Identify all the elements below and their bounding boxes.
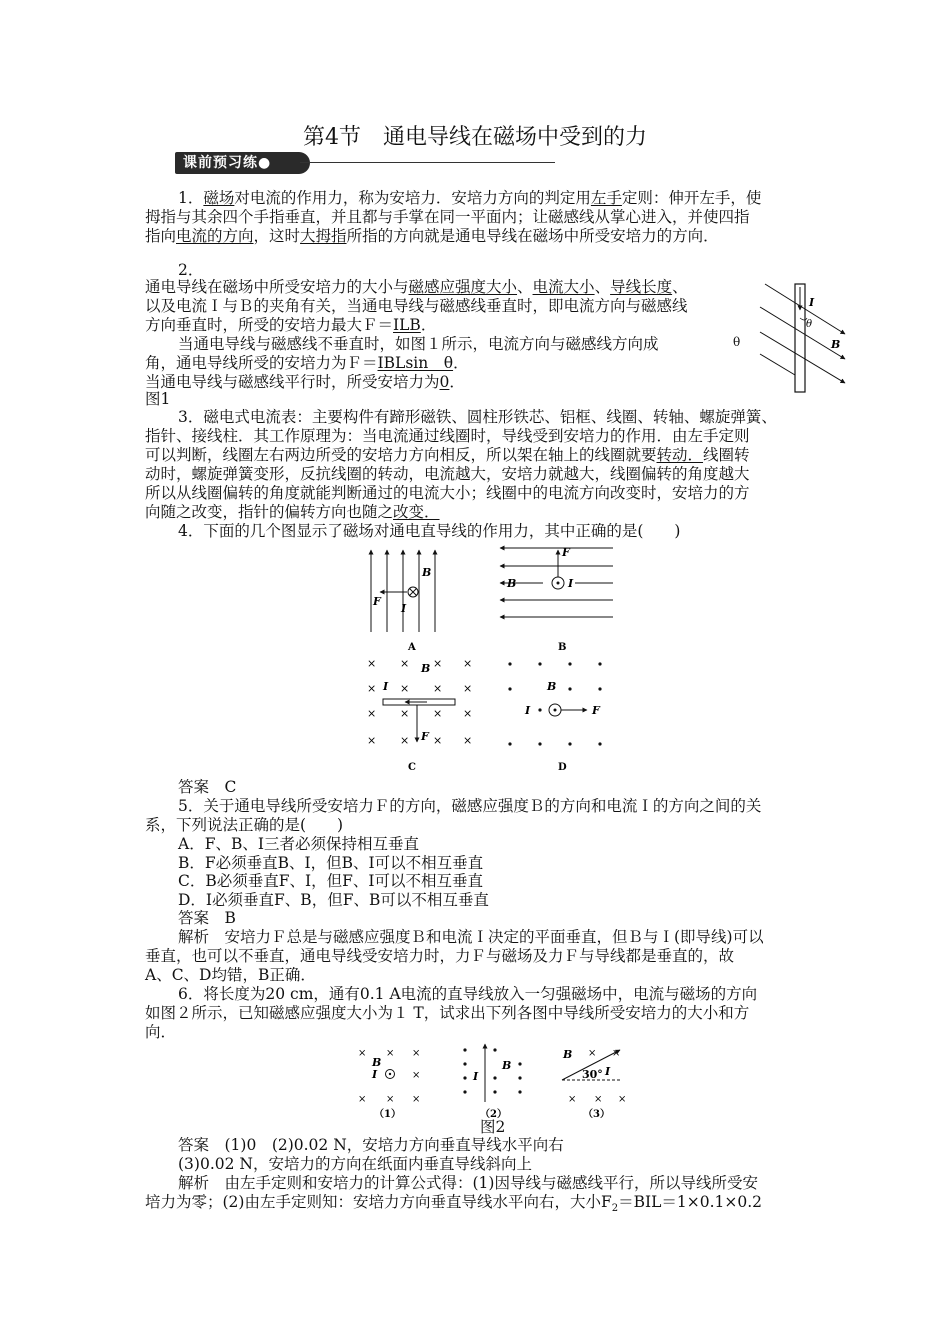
q5-option-a: A．F、B、I三者必须保持相互垂直 xyxy=(178,835,419,853)
figure1-label: 图1 xyxy=(145,390,171,408)
fig1-field-label: B xyxy=(831,338,841,351)
panel-b-label: B xyxy=(558,642,567,653)
panel-b xyxy=(500,546,613,653)
field-line-4 xyxy=(760,354,795,375)
svg-text:×: × xyxy=(463,682,473,695)
svg-text:×: × xyxy=(594,1094,603,1105)
svg-text:×: × xyxy=(412,1070,421,1081)
page-title: 第4节 通电导线在磁场中受到的力 xyxy=(303,125,647,150)
q5-option-b: B．F必须垂直B、I，但B、I可以不相互垂直 xyxy=(178,854,484,872)
q5-answer: 答案 B xyxy=(178,909,236,927)
svg-text:I: I xyxy=(383,680,389,693)
svg-text:I: I xyxy=(372,1068,378,1081)
q1-line3: 指向电流的方向，这时大拇指所指的方向就是通电导线在磁场中所受安培力的方向． xyxy=(145,227,719,245)
panel-a-label: A xyxy=(408,642,416,653)
q2-line1: 通电导线在磁场中所受安培力的大小与磁感应强度大小、电流大小、导线长度、 xyxy=(145,278,688,296)
svg-text:30°: 30° xyxy=(582,1068,603,1081)
svg-text:I: I xyxy=(605,1065,611,1078)
q4-figures xyxy=(355,542,620,774)
svg-text:×: × xyxy=(618,1094,627,1105)
q3-line6: 向随之改变，指针的偏转方向也随之改变． xyxy=(145,503,440,521)
fig1-current-label: I xyxy=(809,296,815,309)
svg-text:×: × xyxy=(463,657,473,670)
q5-option-d: D．I必须垂直F、B，但F、B可以不相互垂直 xyxy=(178,891,489,909)
panel-d-label: D xyxy=(558,762,567,773)
svg-text:F: F xyxy=(421,730,429,743)
q3-line5: 所以从线圈偏转的角度就能判断通过的电流大小；线圈中的电流方向改变时，安培力的方 xyxy=(145,484,750,502)
svg-text:×: × xyxy=(588,1048,597,1059)
svg-text:×: × xyxy=(367,682,377,695)
svg-text:B: B xyxy=(421,662,431,675)
svg-text:×: × xyxy=(433,682,443,695)
fig2-sub3 xyxy=(562,1048,626,1120)
svg-text:×: × xyxy=(400,707,410,720)
q4-answer: 答案 C xyxy=(178,778,237,796)
q2-line5: 角，通电导线所受的安培力为Ｆ＝IBLsin θ． xyxy=(145,354,469,372)
q3-line3: 可以判断，线圈左右两边所受的安培力方向相反，所以架在轴上的线圈就要转动．线圈转 xyxy=(145,446,750,464)
q5-explanation-1: 解析 安培力Ｆ总是与磁感应强度Ｂ和电流Ｉ决定的平面垂直，但Ｂ与Ｉ(即导线)可以 xyxy=(178,928,764,946)
svg-text:I: I xyxy=(401,602,407,615)
panel-c xyxy=(367,657,472,773)
svg-text:（3）: （3） xyxy=(583,1109,610,1120)
svg-text:I: I xyxy=(473,1070,479,1083)
q6-answer-2: (3)0.02 N，安培力的方向在纸面内垂直导线斜向上 xyxy=(178,1155,532,1173)
svg-text:I: I xyxy=(525,704,531,717)
svg-text:F: F xyxy=(373,595,381,608)
figure2-diagram xyxy=(350,1042,635,1122)
svg-text:×: × xyxy=(433,707,443,720)
svg-text:B: B xyxy=(422,566,432,579)
q3-line1: 3．磁电式电流表：主要构件有蹄形磁铁、圆柱形铁芯、铝框、线圈、转轴、螺旋弹簧、 xyxy=(178,408,777,426)
svg-text:F: F xyxy=(592,704,600,717)
q1-line1: 1．磁场对电流的作用力，称为安培力．安培力方向的判定用左手定则：伸开左手，使 xyxy=(178,189,762,207)
svg-text:（1）: （1） xyxy=(374,1109,401,1120)
svg-text:×: × xyxy=(463,734,473,747)
q1-line2: 拇指与其余四个手指垂直，并且都与手掌在同一平面内；让磁感线从掌心进入，并使四指 xyxy=(145,208,750,226)
q6-answer-1: 答案 (1)0 (2)0.02 N，安培力方向垂直导线水平向右 xyxy=(178,1136,564,1154)
q5-explanation-3: A、C、D均错，B正确． xyxy=(145,966,316,984)
q2-line4: 当通电导线与磁感线不垂直时，如图１所示，电流方向与磁感线方向成 xyxy=(178,335,659,353)
svg-text:×: × xyxy=(358,1094,367,1105)
q6-explanation-2: 培力为零；(2)由左手定则知：安培力方向垂直导线水平向右，大小$F_2=BIL=1\times 0.1\times 0.2$ xyxy=(145,1193,763,1215)
svg-text:B: B xyxy=(502,1059,512,1072)
q2-number: 2． xyxy=(178,261,204,279)
svg-text:B: B xyxy=(563,1048,573,1061)
svg-text:×: × xyxy=(400,657,410,670)
svg-text:F: F xyxy=(562,546,570,559)
svg-text:×: × xyxy=(386,1048,395,1059)
q3-line2: 指针、接线柱．其工作原理为：当电流通过线圈时，导线受到安培力的作用．由左手定则 xyxy=(145,427,750,445)
q2-line3: 方向垂直时，所受的安培力最大Ｆ＝ILB． xyxy=(145,316,437,334)
svg-text:×: × xyxy=(463,707,473,720)
q2-theta: θ xyxy=(733,335,741,349)
q6-line2: 如图２所示，已知磁感应强度大小为１ T，试求出下列各图中导线所受安培力的大小和方 xyxy=(145,1004,750,1022)
svg-text:×: × xyxy=(367,707,377,720)
q2-line6: 当通电导线与磁感线平行时，所受安培力为0． xyxy=(145,373,465,391)
q3-line4: 动时，螺旋弹簧变形，反抗线圈的转动，电流越大，安培力就越大，线圈偏转的角度越大 xyxy=(145,465,750,483)
q5-option-c: C．B必须垂直F、I，但F、I可以不相互垂直 xyxy=(178,872,484,890)
svg-text:×: × xyxy=(400,734,410,747)
svg-text:×: × xyxy=(367,734,377,747)
banner-rule xyxy=(300,162,555,163)
q6-line3: 向． xyxy=(145,1023,177,1041)
svg-text:B: B xyxy=(547,680,557,693)
panel-a xyxy=(371,550,435,653)
svg-text:×: × xyxy=(386,1094,395,1105)
svg-text:×: × xyxy=(400,682,410,695)
q4-stem: 4．下面的几个图显示了磁场对通电直导线的作用力，其中正确的是( ) xyxy=(178,522,681,540)
field-line-2 xyxy=(760,307,845,359)
figure1-diagram xyxy=(755,282,850,394)
svg-text:×: × xyxy=(412,1094,421,1105)
svg-text:×: × xyxy=(612,1048,621,1059)
svg-text:B: B xyxy=(507,577,517,590)
svg-text:×: × xyxy=(433,657,443,670)
q2-line2: 以及电流Ｉ与Ｂ的夹角有关，当通电导线与磁感线垂直时，即电流方向与磁感线 xyxy=(145,297,688,315)
q6-explanation-1: 解析 由左手定则和安培力的计算公式得：(1)因导线与磁感线平行，所以导线所受安 xyxy=(178,1174,758,1192)
svg-text:×: × xyxy=(367,657,377,670)
fig2-sub1 xyxy=(358,1048,420,1120)
figure2-label: 图2 xyxy=(480,1118,506,1136)
panel-c-label: C xyxy=(408,762,416,773)
q6-line1: 6．将长度为20 cm，通有0.1 A电流的直导线放入一匀强磁场中，电流与磁场的方向 xyxy=(178,985,758,1003)
svg-text:×: × xyxy=(358,1048,367,1059)
fig2-sub2 xyxy=(463,1044,521,1120)
svg-text:×: × xyxy=(433,734,443,747)
q5-line1: 5．关于通电导线所受安培力Ｆ的方向，磁感应强度Ｂ的方向和电流Ｉ的方向之间的关 xyxy=(178,797,762,815)
svg-text:×: × xyxy=(412,1048,421,1059)
svg-text:×: × xyxy=(568,1094,577,1105)
q5-explanation-2: 垂直，也可以不垂直，通电导线受安培力时，力Ｆ与磁场及力Ｆ与导线都是垂直的，故 xyxy=(145,947,735,965)
section-banner: 课前预习练● xyxy=(175,152,310,174)
svg-text:（2）: （2） xyxy=(480,1109,507,1120)
svg-text:B: B xyxy=(372,1056,382,1069)
panel-d xyxy=(508,662,601,773)
fig1-angle-label: θ xyxy=(806,319,813,330)
q5-line2: 系，下列说法正确的是( ) xyxy=(145,816,344,834)
svg-text:I: I xyxy=(568,577,574,590)
